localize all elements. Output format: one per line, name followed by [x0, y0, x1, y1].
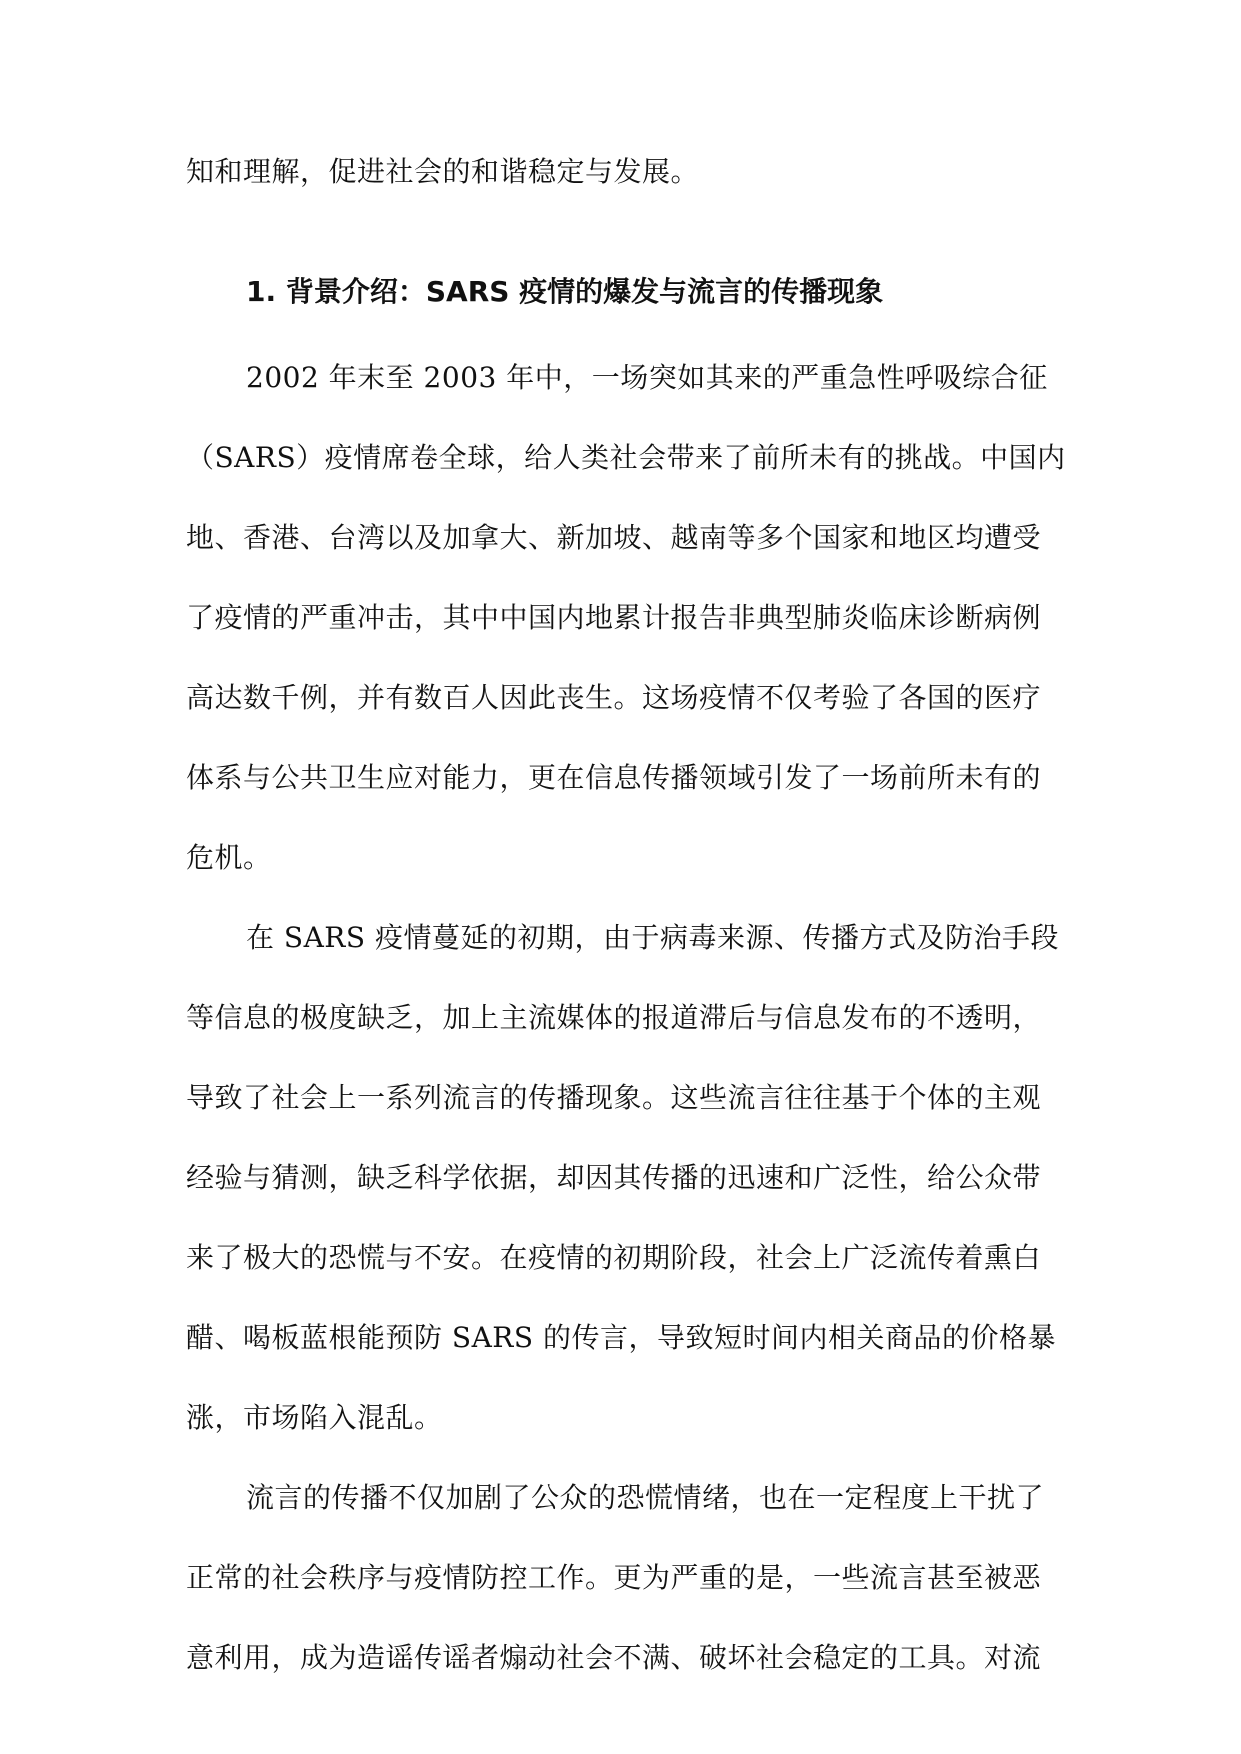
paragraph-line: 来了极大的恐慌与不安。在疫情的初期阶段，社会上广泛流传着熏白: [186, 1241, 1042, 1274]
paragraph-line: 体系与公共卫生应对能力，更在信息传播领域引发了一场前所未有的: [186, 761, 1042, 794]
paragraph-line: 流言的传播不仅加剧了公众的恐慌情绪，也在一定程度上干扰了: [246, 1481, 1045, 1514]
paragraph-line: 在 SARS 疫情蔓延的初期，由于病毒来源、传播方式及防治手段: [246, 921, 1059, 954]
paragraph-line: 了疫情的严重冲击，其中中国内地累计报告非典型肺炎临床诊断病例: [186, 601, 1042, 634]
paragraph-line: 醋、喝板蓝根能预防 SARS 的传言，导致短时间内相关商品的价格暴: [186, 1321, 1056, 1354]
paragraph-line: 知和理解，促进社会的和谐稳定与发展。: [186, 155, 700, 188]
paragraph-line: 意利用，成为造谣传谣者煽动社会不满、破坏社会稳定的工具。对流: [186, 1641, 1042, 1674]
paragraph-line: 经验与猜测，缺乏科学依据，却因其传播的迅速和广泛性，给公众带: [186, 1161, 1042, 1194]
paragraph-line: 地、香港、台湾以及加拿大、新加坡、越南等多个国家和地区均遭受: [186, 521, 1042, 554]
paragraph-line: 2002 年末至 2003 年中，一场突如其来的严重急性呼吸综合征: [246, 361, 1048, 394]
paragraph-line: 危机。: [186, 841, 272, 874]
paragraph-line: 高达数千例，并有数百人因此丧生。这场疫情不仅考验了各国的医疗: [186, 681, 1042, 714]
section-heading: 1. 背景介绍：SARS 疫情的爆发与流言的传播现象: [246, 275, 884, 308]
paragraph-line: （SARS）疫情席卷全球，给人类社会带来了前所未有的挑战。中国内: [186, 441, 1066, 474]
paragraph-line: 导致了社会上一系列流言的传播现象。这些流言往往基于个体的主观: [186, 1081, 1042, 1114]
paragraph-line: 正常的社会秩序与疫情防控工作。更为严重的是，一些流言甚至被恶: [186, 1561, 1042, 1594]
paragraph-line: 等信息的极度缺乏，加上主流媒体的报道滞后与信息发布的不透明，: [186, 1001, 1042, 1034]
paragraph-line: 涨，市场陷入混乱。: [186, 1401, 443, 1434]
